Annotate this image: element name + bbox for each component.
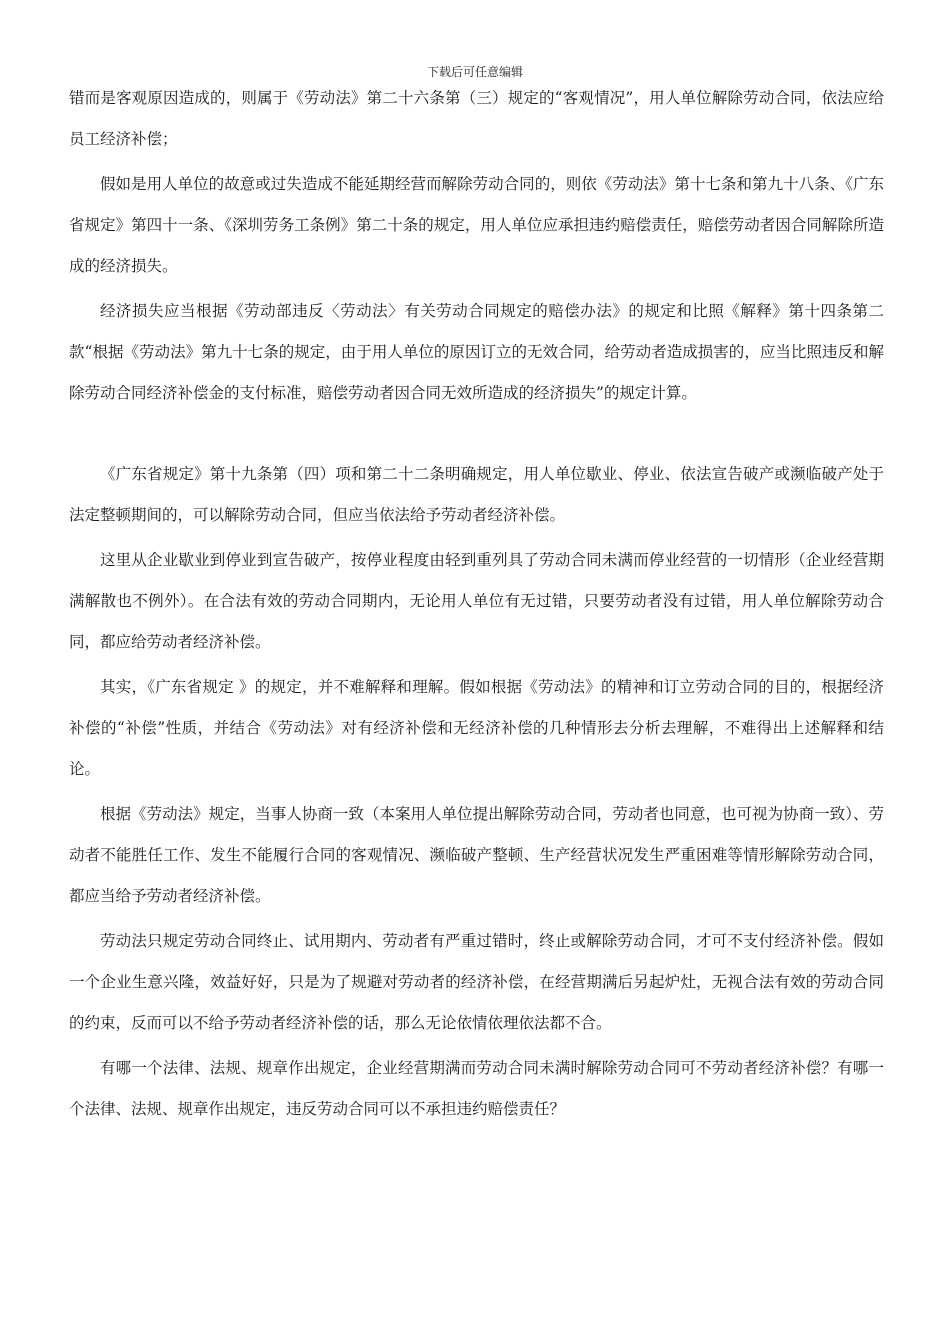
paragraph-9: 有哪一个法律、法规、规章作出规定，企业经营期满而劳动合同未满时解除劳动合同可不劳动者经济补偿？有哪一个法律、法规、规章作出规定，违反劳动合同可以不承担违约赔偿责任？: [69, 1059, 884, 1118]
paragraph-2: 假如是用人单位的故意或过失造成不能延期经营而解除劳动合同的，则依《劳动法》第十七条和第九十八条、《广东省规定》第四十一条、《深圳劳务工条例》第二十条的规定，用人单位应承担违约赔偿责任，赔偿劳动者因合同解除所造成的经济损失。: [69, 175, 884, 275]
paragraph-7: 根据《劳动法》规定，当事人协商一致（本案用人单位提出解除劳动合同，劳动者也同意，也可视为协商一致）、劳动者不能胜任工作、发生不能履行合同的客观情况、濒临破产整顿、生产经营状况发生严重困难等情形解除劳动合同，都应当给予劳动者经济补偿。: [69, 805, 884, 905]
paragraph-6: 其实，《广东省规定 》的规定，并不难解释和理解。假如根据《劳动法》的精神和订立劳动合同的目的，根据经济补偿的“补偿”性质，并结合《劳动法》对有经济补偿和无经济补偿的几种情形去分析去理解，不难得出上述解释和结论。: [69, 678, 884, 778]
paragraph-1: 错而是客观原因造成的，则属于《劳动法》第二十六条第（三）规定的“客观情况”，用人单位解除劳动合同，依法应给员工经济补偿；: [69, 89, 884, 148]
document-body: [69, 78, 884, 1130]
paragraph-8: 劳动法只规定劳动合同终止、试用期内、劳动者有严重过错时，终止或解除劳动合同，才可不支付经济补偿。假如一个企业生意兴隆，效益好好，只是为了规避对劳动者的经济补偿，在经营期满后另起炉灶，无视合法有效的劳动合同的约束，反而可以不给予劳动者经济补偿的话，那么无论依情依理依法都不合。: [69, 932, 884, 1032]
paragraph-3: 经济损失应当根据《劳动部违反〈劳动法〉有关劳动合同规定的赔偿办法》的规定和比照《解释》第十四条第二款“根据《劳动法》第九十七条的规定，由于用人单位的原因订立的无效合同，给劳动者造成损害的，应当比照违反和解除劳动合同经济补偿金的支付标准，赔偿劳动者因合同无效所造成的经济损失”的规定计算。: [69, 302, 884, 402]
paragraph-4: 《广东省规定》第十九条第（四）项和第二十二条明确规定，用人单位歇业、停业、依法宣告破产或濒临破产处于法定整顿期间的，可以解除劳动合同，但应当依法给予劳动者经济补偿。: [69, 465, 884, 524]
page-header: 下载后可任意编辑: [426, 65, 523, 79]
paragraph-5: 这里从企业歇业到停业到宣告破产，按停业程度由轻到重列具了劳动合同未满而停业经营的一切情形（企业经营期满解散也不例外）。在合法有效的劳动合同期内，无论用人单位有无过错，只要劳动者没有过错，用人单位解除劳动合同，都应给劳动者经济补偿。: [69, 551, 884, 651]
